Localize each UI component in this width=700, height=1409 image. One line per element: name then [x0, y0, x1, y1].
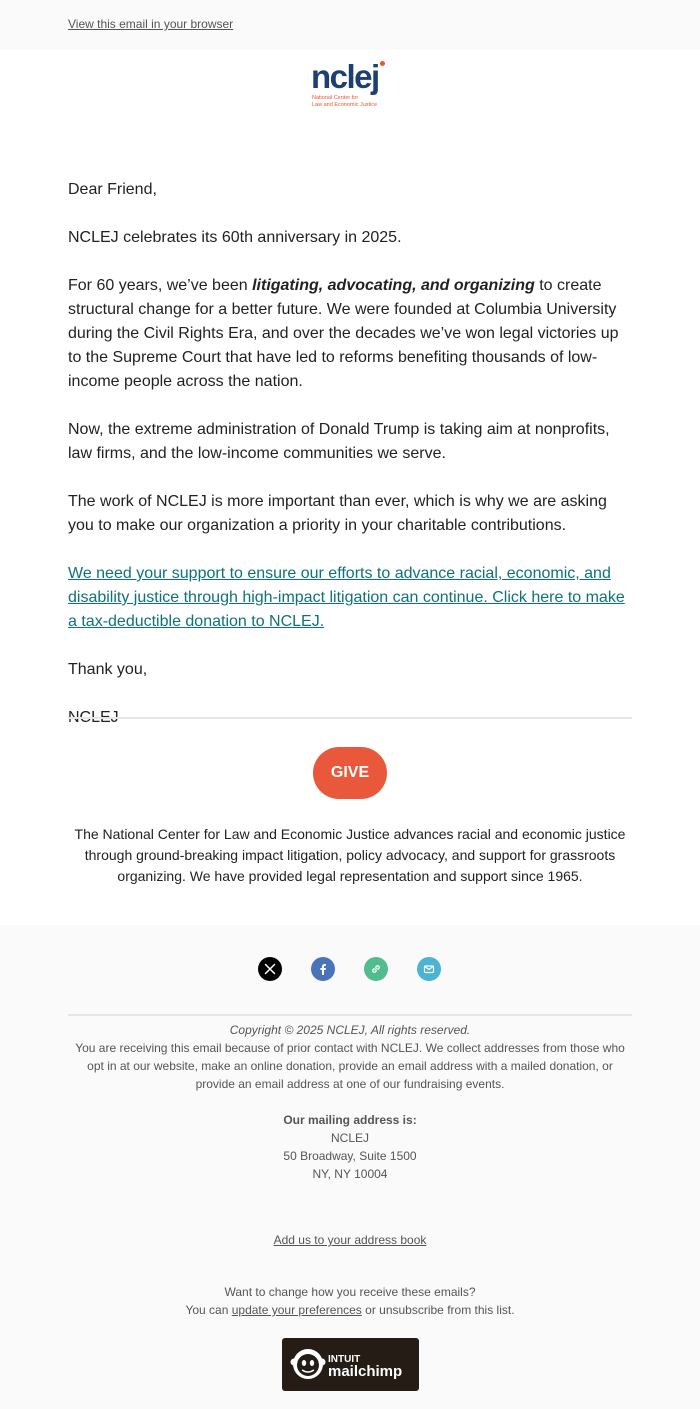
- update-preferences-link[interactable]: update your preferences: [231, 1303, 362, 1317]
- mailchimp-logo-icon: [282, 1338, 419, 1391]
- greeting: Dear Friend,: [68, 181, 157, 198]
- email-body: [0, 50, 700, 925]
- signature: NCLEJ: [68, 709, 119, 726]
- content-divider: [68, 717, 632, 719]
- facebook-icon[interactable]: [311, 957, 335, 981]
- footer-legal: [68, 1021, 632, 1093]
- donate-link[interactable]: We need your support to ensure our efforts to advance racial, economic, and disability justice through high-impact litigation can continue. Click here to make a tax-deductible donation to NCLEJ.: [68, 565, 625, 630]
- administration-paragraph: Now, the extreme administration of Donald Trump is taking aim at nonprofits, law firms, and the low-income communities we serve.: [68, 421, 610, 462]
- facebook-glyph-icon: [317, 963, 329, 975]
- about-text: The National Center for Law and Economic Justice advances racial and economic justice through ground-breaking impact litigation, policy advocacy, and support for grassroots organizing. We have provided legal representation and support since 1965.: [74, 826, 626, 884]
- address-book-link[interactable]: Add us to your address book: [273, 1233, 427, 1247]
- mailchimp-badge[interactable]: [282, 1338, 419, 1391]
- give-button[interactable]: GIVE: [313, 747, 387, 799]
- mailchimp-text: mailchimp: [328, 1363, 403, 1380]
- closing: Thank you,: [68, 661, 148, 678]
- change-question: Want to change how you receive these emails?: [224, 1285, 476, 1299]
- history-emphasis: litigating, advocating, and organizing: [252, 277, 535, 294]
- history-paragraph: [68, 274, 632, 394]
- history-text-start: For 60 years, we’ve been: [68, 277, 253, 294]
- history-text-end: to create structural change for a better future. We were founded at Columbia University during the Civil Rights Era, and over the decades we’ve won legal victories up to the Supreme Court that have led to reforms benefiting thousands of low-income people across the nation.: [68, 277, 619, 390]
- email-icon[interactable]: [417, 957, 441, 981]
- x-glyph-icon: [264, 963, 276, 975]
- priority-paragraph: The work of NCLEJ is more important than ever, which is why we are asking you to make our organization a priority in your charitable contributions.: [68, 493, 607, 534]
- nclej-logo[interactable]: [311, 60, 391, 112]
- logo-dot-icon: [380, 61, 385, 66]
- letter-body: [68, 178, 632, 754]
- copyright-text: Copyright © 2025 NCLEJ, All rights reserved.: [229, 1023, 471, 1037]
- view-in-browser-link[interactable]: View this email in your browser: [68, 17, 234, 31]
- reason-text: You are receiving this email because of prior contact with NCLEJ. We collect addresses from those who opt in at our website, make an online donation, provide an email address with a mailed donation, or provide an email address at one of our fundraising events.: [75, 1041, 625, 1091]
- anniversary-paragraph: NCLEJ celebrates its 60th anniversary in 2025.: [68, 229, 402, 246]
- link-glyph-icon: [370, 963, 382, 975]
- x-icon[interactable]: [258, 957, 282, 981]
- change-suffix: or unsubscribe from this list.: [361, 1303, 515, 1317]
- address-line1: NCLEJ: [330, 1131, 369, 1145]
- logo-wordmark: nclej: [311, 58, 379, 95]
- preheader: [0, 0, 700, 50]
- donate-paragraph: [68, 562, 632, 634]
- logo-tagline-line1: National Center for: [312, 95, 359, 101]
- logo-tagline: [312, 95, 377, 108]
- email-glyph-icon: [423, 963, 435, 975]
- footer-divider: [68, 1014, 632, 1016]
- mailing-address: [68, 1111, 632, 1183]
- link-icon[interactable]: [364, 957, 388, 981]
- address-line2: 50 Broadway, Suite 1500: [283, 1149, 417, 1163]
- preferences-text: [68, 1283, 632, 1319]
- address-book-row: [68, 1231, 632, 1249]
- footer: [0, 925, 700, 1409]
- address-line3: NY, NY 10004: [312, 1167, 388, 1181]
- mailing-heading: Our mailing address is:: [283, 1113, 417, 1127]
- change-prefix: You can: [185, 1303, 232, 1317]
- intuit-text: INTUIT: [328, 1354, 361, 1365]
- logo-tagline-line2: Law and Economic Justice: [312, 101, 378, 108]
